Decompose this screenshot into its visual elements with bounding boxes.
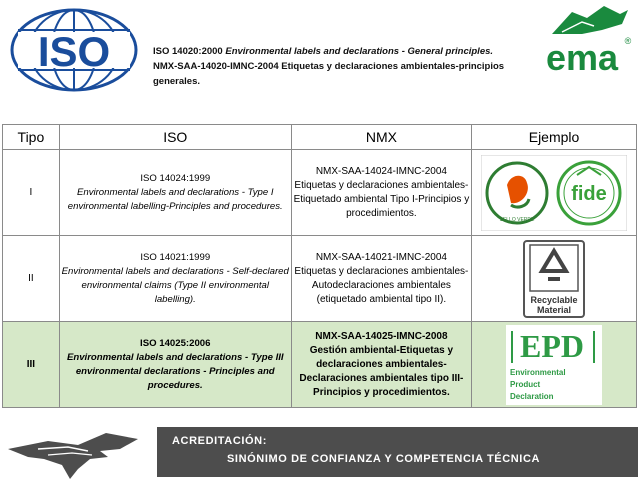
header-line-2: NMX-SAA-14020-IMNC-2004 Etiquetas y declaraciones ambientales-principios generales. [153, 61, 505, 87]
recyclable-material-image [522, 239, 586, 319]
iso-logo [8, 8, 140, 92]
cell-tipo: III [3, 322, 60, 408]
table-row [3, 322, 637, 408]
cell-nmx: NMX-SAA-14021-IMNC-2004 Etiquetas y declaraciones ambientales-Autodeclaraciones ambientales (etiquetado ambiental tipo II). [291, 236, 471, 322]
svg-text:Recyclable: Recyclable [530, 294, 578, 305]
footer [0, 425, 638, 479]
ema-logo [532, 4, 634, 80]
table-header-row [3, 125, 637, 150]
table-row [3, 150, 637, 236]
cell-nmx: NMX-SAA-14024-IMNC-2004 Etiquetas y declaraciones ambientales-Etiquetado ambiental Tipo I-Principios y procedimientos. [291, 150, 471, 236]
header-text [153, 44, 553, 89]
cell-tipo: II [3, 236, 60, 322]
type1-eco-labels-image [481, 155, 627, 231]
svg-text:SELLO VERDE: SELLO VERDE [499, 216, 535, 223]
col-header-ejemplo: Ejemplo [472, 125, 637, 150]
cell-ejemplo [472, 322, 637, 408]
labels-table [2, 124, 637, 408]
cell-iso: ISO 14024:1999 Environmental labels and declarations - Type I environmental labelling-Principles and procedures. [59, 150, 291, 236]
svg-text:Product: Product [510, 379, 541, 389]
table-row [3, 236, 637, 322]
col-header-nmx: NMX [291, 125, 471, 150]
header [0, 0, 638, 118]
col-header-tipo: Tipo [3, 125, 60, 150]
cell-nmx: NMX-SAA-14025-IMNC-2008 Gestión ambiental-Etiquetas y declaraciones ambientales-Declaraciones ambientales tipo III-Principios y procedimientos. [291, 322, 471, 408]
epd-logo-image [506, 325, 602, 405]
svg-text:EPD: EPD [520, 327, 585, 364]
cell-ejemplo [472, 150, 637, 236]
fide-text: fide [571, 182, 607, 205]
svg-text:Environmental: Environmental [510, 367, 566, 377]
footer-line-1: ACREDITACIÓN: [172, 435, 267, 447]
cell-ejemplo [472, 236, 637, 322]
footer-line-2: SINÓNIMO DE CONFIANZA Y COMPETENCIA TÉCNICA [227, 453, 541, 465]
footer-banner [157, 427, 638, 477]
svg-text:Material: Material [537, 304, 572, 315]
cell-tipo: I [3, 150, 60, 236]
cell-iso: ISO 14021:1999 Environmental labels and declarations - Self-declared environmental claims (Type II environmental labelling). [59, 236, 291, 322]
svg-text:®: ® [624, 36, 632, 46]
cell-iso: ISO 14025:2006 Environmental labels and declarations - Type III environmental declarations - Principles and procedures. [59, 322, 291, 408]
iso-logo-text: ISO [37, 28, 111, 75]
header-line-1: ISO 14020:2000 Environmental labels and declarations - General principles. [153, 46, 494, 57]
eagle-logo [8, 425, 148, 479]
svg-text:Declaration: Declaration [510, 391, 554, 401]
col-header-iso: ISO [59, 125, 291, 150]
ema-logo-text: ema [545, 37, 619, 78]
